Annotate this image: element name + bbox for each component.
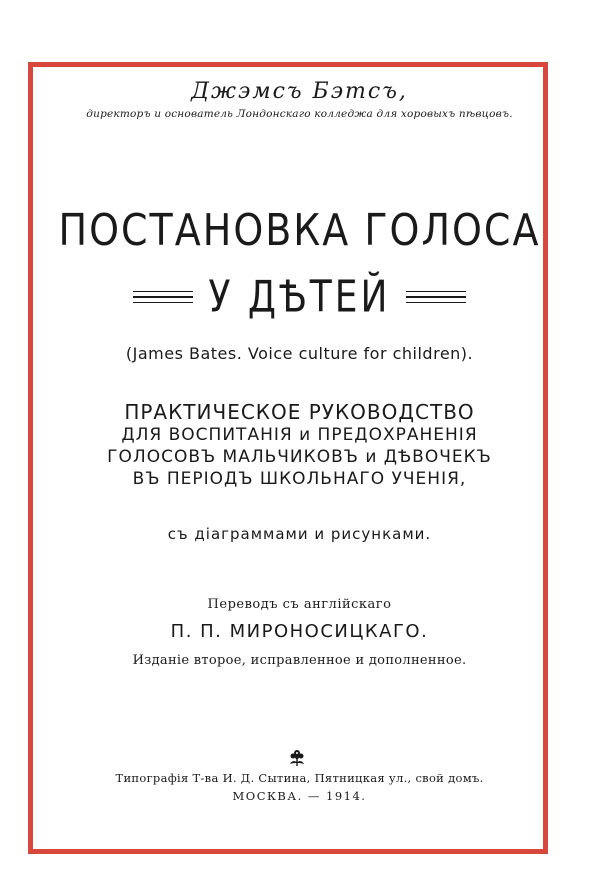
illustrations-note: съ діаграммами и рисунками. xyxy=(167,525,432,543)
book-title-line2: У ДѢТЕЙ xyxy=(208,272,391,322)
guide-line-2: ДЛЯ ВОСПИТАНІЯ и ПРЕДОХРАНЕНІЯ xyxy=(121,425,478,445)
flower-ornament-icon xyxy=(285,745,309,769)
book-title-line2-row xyxy=(0,272,599,322)
translator-name: П. П. МИРОНОСИЦКАГО. xyxy=(170,621,429,642)
author-description: директоръ и основатель Лондонскаго колледжа для хоровыхъ пѣвцовъ. xyxy=(86,108,513,120)
english-subtitle: (James Bates. Voice culture for children). xyxy=(125,344,474,363)
right-decorative-rule xyxy=(406,291,466,304)
guide-line-3: ГОЛОСОВЪ МАЛЬЧИКОВЪ и ДѢВОЧЕКЪ xyxy=(107,447,492,467)
author-name: Джэмсъ Бэтсъ, xyxy=(191,79,408,104)
guide-line-4: ВЪ ПЕРІОДЪ ШКОЛЬНАГО УЧЕНІЯ, xyxy=(132,469,467,489)
edition-note: Изданіе второе, исправленное и дополненное. xyxy=(132,653,467,668)
translation-label: Переводъ съ англійскаго xyxy=(207,597,392,612)
guide-description xyxy=(0,400,599,490)
printer-imprint: Типографія Т-ва И. Д. Сытина, Пятницкая ул., свой домъ. xyxy=(115,771,484,785)
left-decorative-rule xyxy=(133,291,193,304)
guide-line-1: ПРАКТИЧЕСКОЕ РУКОВОДСТВО xyxy=(124,400,475,424)
book-title-line1: ПОСТАНОВКА ГОЛОСА xyxy=(58,204,541,256)
city-year: МОСКВА. — 1914. xyxy=(232,789,367,803)
